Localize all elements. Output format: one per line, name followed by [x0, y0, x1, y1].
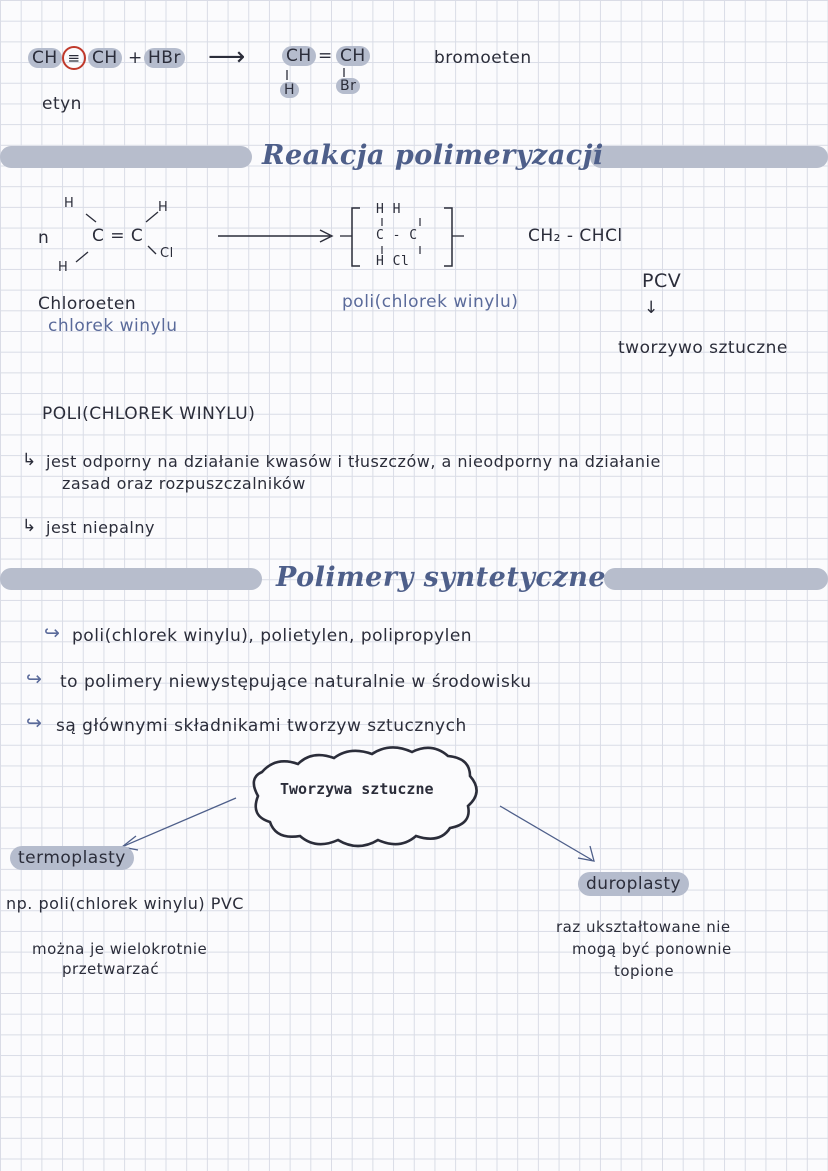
- list-arrow-3: ↪: [26, 712, 43, 734]
- bullet-arrow-1: ↳: [22, 450, 37, 470]
- reaction-arrow: ⟶: [208, 42, 246, 72]
- monomer-h-top-right: H: [158, 200, 169, 215]
- pvc-heading: POLI(CHLOREK WINYLU): [42, 404, 256, 424]
- bullet-arrow-2: ↳: [22, 516, 37, 536]
- down-arrow: ↓: [644, 298, 659, 318]
- duroplasty-desc-line3: topione: [614, 962, 675, 980]
- termoplasty-example: np. poli(chlorek winylu) PVC: [6, 894, 244, 913]
- product-br: Br: [336, 78, 360, 94]
- section-band-right-2: [604, 568, 828, 590]
- section-band-left-1: [0, 146, 252, 168]
- section-title-synthetic: Polimery syntetyczne: [276, 562, 607, 593]
- reactant-ch-2: CH: [88, 48, 122, 68]
- category-label: tworzywo sztuczne: [618, 338, 788, 358]
- polymer-bottom-atoms: H Cl: [376, 254, 410, 269]
- polymer-top-atoms: H H: [376, 202, 401, 217]
- product-double-bond: =: [318, 46, 333, 66]
- reactant-name: etyn: [42, 94, 82, 114]
- mindmap-center: Tworzywa sztuczne: [280, 780, 434, 798]
- reagent-hbr: HBr: [144, 48, 185, 68]
- polymer-name: poli(chlorek winylu): [342, 292, 519, 312]
- section-band-right-1: [590, 146, 828, 168]
- duroplasty-desc-line2: mogą być ponownie: [572, 940, 732, 958]
- list-item: poli(chlorek winylu), polietylen, polipropylen: [72, 626, 473, 646]
- plus-sign: +: [128, 48, 143, 68]
- product-ch-1: CH: [282, 46, 316, 66]
- list-item: to polimery niewystępujące naturalnie w środowisku: [60, 672, 532, 692]
- pvc-abbreviation: PCV: [642, 270, 682, 292]
- reactant-ch-1: CH: [28, 48, 62, 68]
- pvc-property-1-line2: zasad oraz rozpuszczalników: [62, 474, 306, 493]
- monomer-double-bond: C = C: [92, 226, 144, 246]
- termoplasty-label: termoplasty: [10, 846, 134, 870]
- pvc-property-2: jest niepalny: [46, 518, 155, 537]
- section-title-polymerization: Reakcja polimeryzacji: [262, 140, 604, 171]
- monomer-alt-name: chlorek winylu: [48, 316, 178, 336]
- list-arrow-1: ↪: [44, 622, 61, 644]
- monomer-cl: Cl: [160, 246, 174, 261]
- list-item: są głównymi składnikami tworzyw sztucznych: [56, 716, 467, 736]
- duroplasty-desc-line1: raz ukształtowane nie: [556, 918, 731, 936]
- coefficient-n: n: [38, 228, 50, 248]
- termoplasty-desc-line2: przetwarzać: [62, 960, 160, 978]
- polymer-formula: CH₂ - CHCl: [528, 226, 623, 246]
- list-arrow-2: ↪: [26, 668, 43, 690]
- product-h: H: [280, 82, 299, 98]
- product-name: bromoeten: [434, 48, 532, 68]
- polymer-carbon-chain: C - C: [376, 228, 418, 243]
- product-ch-2: CH: [336, 46, 370, 66]
- monomer-h-bottom-left: H: [58, 260, 69, 275]
- termoplasty-desc-line1: można je wielokrotnie: [32, 940, 208, 958]
- triple-bond-circled: ≡: [62, 46, 86, 70]
- monomer-h-top-left: H: [64, 196, 75, 211]
- section-band-left-2: [0, 568, 262, 590]
- duroplasty-label: duroplasty: [578, 872, 689, 896]
- monomer-name: Chloroeten: [38, 294, 137, 314]
- pvc-property-1-line1: jest odporny na działanie kwasów i tłuszczów, a nieodporny na działanie: [46, 452, 661, 471]
